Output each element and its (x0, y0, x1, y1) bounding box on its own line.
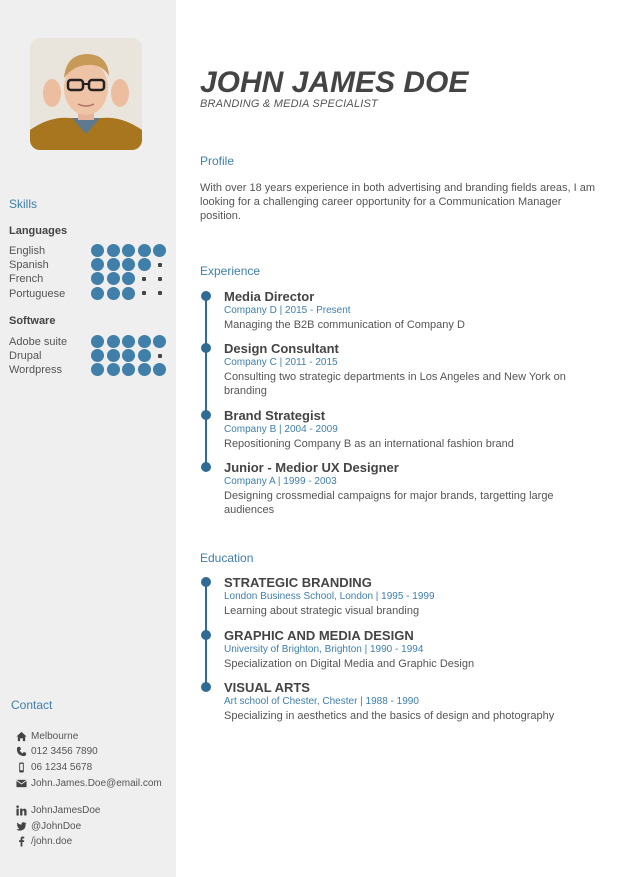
skill-dot-filled (138, 349, 151, 362)
skill-dot-empty (142, 277, 146, 281)
entry-description: Specialization on Digital Media and Graphic Design (224, 658, 475, 670)
entry-title: Media Director (224, 289, 315, 304)
software-skill-row (9, 363, 169, 377)
skill-name: French (9, 273, 44, 286)
skill-dot-filled (122, 363, 135, 376)
skill-dot-empty (158, 277, 162, 281)
skill-dot-filled (107, 287, 120, 300)
skill-dot-filled (122, 272, 135, 285)
entry-description: Managing the B2B communication of Company D (224, 319, 465, 331)
education-title: Education (200, 551, 254, 565)
software-skill-row (9, 349, 169, 363)
skill-dot-filled (138, 363, 151, 376)
skill-dot-filled (107, 335, 120, 348)
contact-title: Contact (11, 698, 53, 712)
entry-title: STRATEGIC BRANDING (224, 575, 372, 590)
entry-subtitle: Company C | 2011 - 2015 (224, 357, 338, 368)
skill-dot-filled (107, 244, 120, 257)
languages-title: Languages (9, 225, 68, 237)
person-role: BRANDING & MEDIA SPECIALIST (200, 98, 378, 110)
skill-name: Drupal (9, 350, 42, 363)
contact-mobile-text: 06 1234 5678 (31, 762, 93, 773)
skill-dot-empty (158, 354, 162, 358)
twitter-icon (16, 821, 27, 832)
skill-dot-filled (107, 258, 120, 271)
skill-dot-empty (142, 291, 146, 295)
entry-subtitle: Company A | 1999 - 2003 (224, 476, 337, 487)
skill-dot-filled (91, 244, 104, 257)
skill-level-dots (91, 335, 169, 349)
language-skill-row (9, 258, 169, 272)
skill-dot-filled (91, 287, 104, 300)
skill-dot-filled (122, 335, 135, 348)
experience-entry (224, 408, 599, 451)
skill-dot-filled (107, 363, 120, 376)
timeline-dot (201, 291, 211, 301)
skill-dot-empty (158, 263, 162, 267)
experience-entry (224, 460, 599, 517)
skill-dot-empty (158, 291, 162, 295)
skill-dot-filled (91, 335, 104, 348)
entry-subtitle: Art school of Chester, Chester | 1988 - 1990 (224, 696, 419, 707)
software-skill-row (9, 335, 169, 349)
entry-title: VISUAL ARTS (224, 680, 310, 695)
education-entry (224, 575, 599, 618)
skill-name: Adobe suite (9, 336, 68, 348)
entry-title: GRAPHIC AND MEDIA DESIGN (224, 628, 414, 643)
skill-dot-filled (91, 258, 104, 271)
skill-level-dots (91, 363, 169, 377)
experience-entry (224, 341, 599, 398)
skill-dot-filled (107, 349, 120, 362)
skill-dot-filled (91, 272, 104, 285)
skill-level-dots (91, 244, 169, 258)
contact-email-text: John.James.Doe@email.com (31, 778, 162, 789)
entry-subtitle: London Business School, London | 1995 - 1999 (224, 591, 435, 602)
experience-title: Experience (200, 264, 261, 278)
skill-name: Portuguese (9, 287, 66, 300)
contact-phone-text: 012 3456 7890 (31, 746, 98, 757)
skill-dot-filled (107, 272, 120, 285)
home-icon (16, 731, 27, 742)
skill-dot-filled (122, 349, 135, 362)
contact-linkedin-text: JohnJamesDoe (31, 805, 101, 816)
experience-timeline (205, 295, 207, 467)
education-entry (224, 680, 599, 723)
profile-photo (30, 38, 142, 150)
experience-entry (224, 289, 599, 332)
skill-dot-filled (122, 258, 135, 271)
entry-subtitle: Company D | 2015 - Present (224, 305, 351, 316)
entry-description: Designing crossmedial campaigns for major brands, targetting large audiences (224, 490, 554, 516)
language-skill-row (9, 287, 169, 301)
education-entry (224, 628, 599, 671)
entry-description: Repositioning Company B as an international fashion brand (224, 438, 514, 450)
entry-title: Brand Strategist (224, 408, 326, 423)
mobile-icon (16, 762, 27, 773)
entry-description: Specializing in aesthetics and the basics of design and photography (224, 710, 555, 722)
timeline-dot (201, 410, 211, 420)
skill-level-dots (91, 258, 169, 272)
contact-facebook-text: /john.doe (31, 836, 73, 847)
entry-subtitle: University of Brighton, Brighton | 1990 - 1994 (224, 644, 424, 655)
skill-level-dots (91, 287, 169, 301)
linkedin-icon (16, 805, 27, 816)
skills-title: Skills (9, 197, 38, 211)
skill-dot-filled (122, 287, 135, 300)
skill-dot-filled (138, 258, 151, 271)
timeline-dot (201, 462, 211, 472)
entry-title: Junior - Medior UX Designer (224, 460, 399, 475)
timeline-dot (201, 577, 211, 587)
entry-subtitle: Company B | 2004 - 2009 (224, 424, 338, 435)
entry-title: Design Consultant (224, 341, 339, 356)
skill-dot-filled (153, 244, 166, 257)
person-name: JOHN JAMES DOE (200, 66, 469, 99)
skill-dot-filled (91, 349, 104, 362)
skill-dot-filled (138, 335, 151, 348)
envelope-icon (16, 778, 27, 789)
skill-name: Spanish (9, 259, 49, 272)
skill-level-dots (91, 349, 169, 363)
skill-dot-filled (153, 335, 166, 348)
skill-name: Wordpress (9, 364, 62, 377)
contact-location-text: Melbourne (31, 731, 79, 742)
profile-title: Profile (200, 154, 235, 168)
skill-dot-filled (138, 244, 151, 257)
timeline-dot (201, 630, 211, 640)
timeline-dot (201, 682, 211, 692)
phone-icon (16, 746, 27, 757)
skill-dot-filled (153, 363, 166, 376)
skill-dot-filled (91, 363, 104, 376)
facebook-icon (16, 836, 27, 847)
profile-text: With over 18 years experience in both advertising and branding fields areas, I am looking for a challenging career opportunity for a Communication Manager position. (200, 182, 595, 222)
skill-dot-filled (122, 244, 135, 257)
software-title: Software (9, 315, 56, 327)
sidebar (0, 0, 176, 877)
skill-level-dots (91, 272, 169, 286)
entry-description: Consulting two strategic departments in Los Angeles and New York on branding (224, 371, 566, 397)
language-skill-row (9, 244, 169, 258)
language-skill-row (9, 272, 169, 286)
entry-description: Learning about strategic visual branding (224, 605, 420, 617)
timeline-dot (201, 343, 211, 353)
skill-name: English (9, 245, 46, 257)
contact-twitter-text: @JohnDoe (31, 821, 82, 832)
